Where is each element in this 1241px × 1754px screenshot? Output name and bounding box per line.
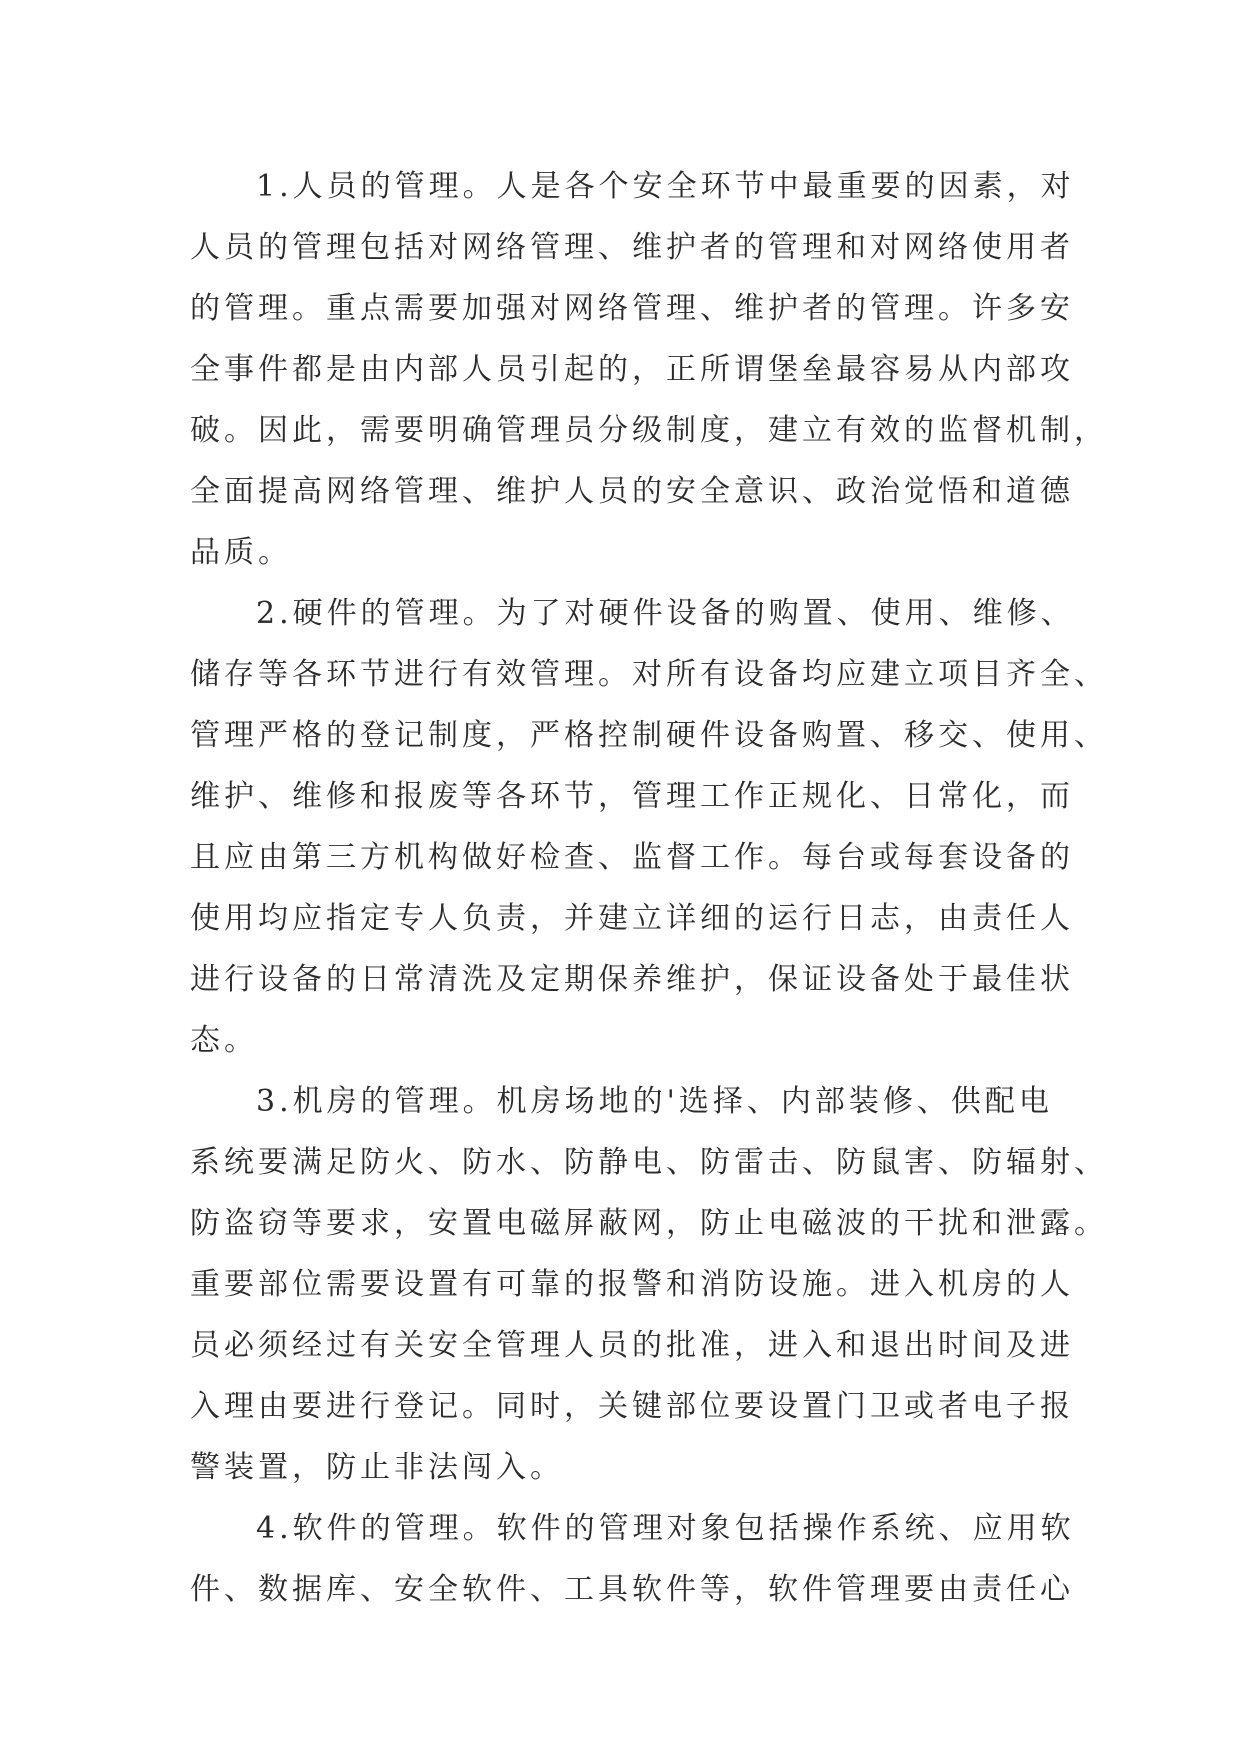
paragraph-machine-room-management: [190, 1071, 1108, 1498]
text-line: 1.人员的管理。人是各个安全环节中最重要的因素，对: [256, 169, 1075, 204]
text-line: 系统要满足防火、防水、防静电、防雷击、防鼠害、防辐射、: [190, 1145, 1108, 1180]
paragraph-hardware-management: [190, 583, 1108, 1071]
text-line: 重要部位需要设置有可靠的报警和消防设施。进入机房的人: [190, 1267, 1074, 1302]
text-line: 态。: [190, 1023, 258, 1058]
text-line: 维护、维修和报废等各环节，管理工作正规化、日常化，而: [190, 779, 1074, 814]
text-line: 4.软件的管理。软件的管理对象包括操作系统、应用软: [256, 1511, 1075, 1546]
text-line: 储存等各环节进行有效管理。对所有设备均应建立项目齐全、: [190, 657, 1108, 692]
text-line: 件、数据库、安全软件、工具软件等，软件管理要由责任心: [190, 1572, 1074, 1607]
text-line: 警装置，防止非法闯入。: [190, 1450, 564, 1485]
text-line: 破。因此，需要明确管理员分级制度，建立有效的监督机制，: [190, 413, 1108, 448]
document-body: [190, 156, 1108, 1620]
paragraph-personnel-management: [190, 156, 1108, 583]
text-line: 3.机房的管理。机房场地的'选择、内部装修、供配电: [256, 1084, 1053, 1119]
text-line: 全事件都是由内部人员引起的，正所谓堡垒最容易从内部攻: [190, 352, 1074, 387]
text-line: 全面提高网络管理、维护人员的安全意识、政治觉悟和道德: [190, 474, 1074, 509]
text-line: 人员的管理包括对网络管理、维护者的管理和对网络使用者: [190, 230, 1074, 265]
text-line: 防盗窃等要求，安置电磁屏蔽网，防止电磁波的干扰和泄露。: [190, 1206, 1108, 1241]
text-line: 且应由第三方机构做好检查、监督工作。每台或每套设备的: [190, 840, 1074, 875]
text-line: 入理由要进行登记。同时，关键部位要设置门卫或者电子报: [190, 1389, 1074, 1424]
text-line: 员必须经过有关安全管理人员的批准，进入和退出时间及进: [190, 1328, 1074, 1363]
text-line: 使用均应指定专人负责，并建立详细的运行日志，由责任人: [190, 901, 1074, 936]
text-line: 2.硬件的管理。为了对硬件设备的购置、使用、维修、: [256, 596, 1075, 631]
paragraph-software-management: [190, 1498, 1075, 1620]
text-line: 的管理。重点需要加强对网络管理、维护者的管理。许多安: [190, 291, 1074, 326]
text-line: 品质。: [190, 535, 292, 570]
text-line: 管理严格的登记制度，严格控制硬件设备购置、移交、使用、: [190, 718, 1108, 753]
text-line: 进行设备的日常清洗及定期保养维护，保证设备处于最佳状: [190, 962, 1074, 997]
